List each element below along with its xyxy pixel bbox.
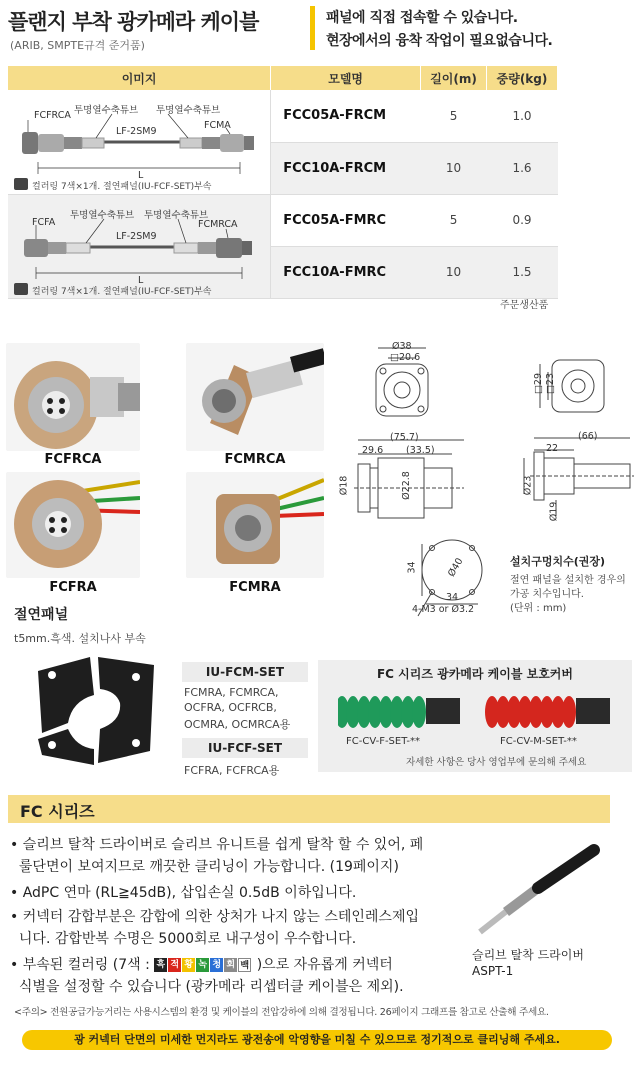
driver-tool-image bbox=[468, 840, 608, 944]
bullet-line: 니다. 감합반복 수명은 5000회로 내구성이 우수합니다. bbox=[10, 931, 357, 947]
bullet-ring-line bbox=[10, 954, 450, 976]
tagline-2: 현장에서의 융착 작업이 필요없습니다. bbox=[326, 33, 553, 49]
connector-caption: FCMRCA bbox=[224, 452, 286, 467]
cover-left-label: FC-CV-F-SET-** bbox=[346, 736, 421, 747]
header-length: 길이(m) bbox=[421, 66, 487, 90]
label-tube-1: 투명열수축튜브 bbox=[70, 209, 135, 221]
color-ring-swatches bbox=[154, 957, 252, 973]
mounting-line: 절연 패널을 설치한 경우의 bbox=[510, 575, 626, 586]
dim-sq29: □29 bbox=[533, 372, 545, 395]
label-tube-2: 투명열수축튜브 bbox=[156, 105, 221, 116]
header-image: 이미지 bbox=[8, 66, 271, 90]
model-cell: FCC05A-FMRC bbox=[271, 194, 421, 246]
cover-cap bbox=[426, 698, 460, 724]
connector-caption: FCMRA bbox=[229, 580, 281, 595]
dim-d18: Ø18 bbox=[338, 475, 350, 496]
connector-photo-fcmra bbox=[186, 472, 324, 578]
ring-icon bbox=[14, 283, 28, 295]
order-note: 주문생산품 bbox=[500, 300, 549, 311]
bullet-line: 룰단면이 보여지므로 깨끗한 클리닝이 가능합니다. (19페이지) bbox=[10, 859, 399, 875]
mounting-line: (단위 : mm) bbox=[510, 603, 567, 614]
connector-caption: FCFRCA bbox=[44, 452, 102, 467]
dim-sq23: □23 bbox=[545, 372, 557, 395]
dimension-drawing bbox=[334, 340, 636, 630]
dim-len757: (75.7) bbox=[390, 432, 419, 443]
dim-d38: Ø38 bbox=[392, 341, 412, 352]
label-right-connector: FCMRCA bbox=[198, 218, 238, 230]
spec-table bbox=[8, 66, 558, 299]
header-model: 모델명 bbox=[271, 66, 421, 90]
bullet-ring-prefix: • 부속된 컬러링 (7색 : bbox=[10, 957, 150, 973]
set1-name: IU-FCM-SET bbox=[182, 662, 308, 682]
dim-holes: 4-M3 or Ø3.2 bbox=[412, 604, 475, 615]
dim-d228: Ø22.8 bbox=[400, 471, 412, 500]
color-swatch: 백 bbox=[238, 958, 251, 972]
cover-note: 자세한 사항은 당사 영업부에 문의해 주세요 bbox=[406, 757, 587, 768]
dim-l335: (33.5) bbox=[406, 445, 435, 456]
dim-d40: Ø40 bbox=[446, 556, 466, 579]
dim-l296: 29.6 bbox=[362, 445, 384, 456]
cover-cap bbox=[576, 698, 610, 724]
dim-w34: 34 bbox=[446, 592, 459, 603]
accent-bar bbox=[310, 6, 315, 50]
insulation-panel-image bbox=[32, 655, 160, 767]
mounting-line: 가공 치수입니다. bbox=[510, 589, 584, 600]
label-left-connector: FCFRCA bbox=[34, 110, 71, 121]
color-swatch: 녹 bbox=[196, 958, 209, 972]
model-cell: FCC10A-FRCM bbox=[271, 142, 421, 194]
dim-l22: 22 bbox=[546, 443, 559, 454]
diagram-note: 컬러링 7색×1개. 절연패널(IU-FCF-SET)부속 bbox=[32, 286, 212, 297]
model-cell: FCC05A-FRCM bbox=[271, 90, 421, 142]
series-banner bbox=[8, 795, 610, 823]
header-weight: 중량(kg) bbox=[487, 66, 558, 90]
weight-cell: 0.9 bbox=[487, 194, 558, 246]
caution-note: <주의> 전원공급가능거리는 사용시스템의 환경 및 케이블의 전압강하에 의해 결정됩니다. 26페이지 그래프를 참고로 산출해 주세요. bbox=[14, 1007, 549, 1018]
bullet-line: 식별을 설정할 수 있습니다 (광카메라 리셉터클 케이블은 제외). bbox=[10, 979, 404, 995]
diagram-note: 컬러링 7색×1개. 절연패널(IU-FCF-SET)부속 bbox=[32, 182, 212, 192]
series-title: FC 시리즈 bbox=[20, 802, 95, 821]
label-tube-1: 투명열수축튜브 bbox=[74, 105, 139, 116]
cable-diagram-2 bbox=[8, 194, 271, 298]
panel-title: 절연패널 bbox=[14, 607, 69, 623]
bullet-line: • 커넥터 감합부분은 감합에 의한 상처가 나지 않는 스테인레스제입 bbox=[10, 909, 420, 925]
length-cell: 10 bbox=[421, 142, 487, 194]
label-cable: LF-2SM9 bbox=[116, 126, 157, 137]
label-length: L bbox=[138, 170, 144, 181]
weight-cell: 1.5 bbox=[487, 246, 558, 298]
tool-model: ASPT-1 bbox=[472, 964, 514, 978]
color-swatch: 회 bbox=[224, 958, 237, 972]
model-cell: FCC10A-FMRC bbox=[271, 246, 421, 298]
set2-line: FCFRA, FCFRCA용 bbox=[184, 764, 280, 777]
page-title: 플랜지 부착 광카메라 케이블 bbox=[8, 10, 259, 34]
length-cell: 10 bbox=[421, 246, 487, 298]
tool-name: 슬리브 탈착 드라이버 bbox=[472, 948, 584, 962]
connector-caption: FCFRA bbox=[49, 580, 97, 595]
mounting-title: 설치구멍치수(권장) bbox=[510, 555, 606, 568]
dim-h34: 34 bbox=[406, 561, 418, 574]
dim-sq206: □20.6 bbox=[390, 352, 421, 363]
cable-diagram-1 bbox=[8, 90, 271, 194]
cover-image bbox=[338, 684, 628, 736]
panel-desc: t5mm.흑색. 설치나사 부속 bbox=[14, 632, 146, 645]
connector-photo-fcfrca bbox=[6, 343, 140, 451]
cover-ridge bbox=[562, 696, 576, 728]
connector-photo-fcfra bbox=[6, 472, 140, 578]
ring-icon bbox=[14, 178, 28, 190]
color-swatch: 황 bbox=[182, 958, 195, 972]
color-swatch: 흑 bbox=[154, 958, 167, 972]
label-cable: LF-2SM9 bbox=[116, 230, 157, 242]
cleaning-warning: 광 커넥터 단면의 미세한 먼지라도 광전송에 악영향을 미칠 수 있으므로 정기적으로 클리닝해 주세요. bbox=[22, 1030, 612, 1050]
cover-right-label: FC-CV-M-SET-** bbox=[500, 736, 577, 747]
length-cell: 5 bbox=[421, 194, 487, 246]
weight-cell: 1.6 bbox=[487, 142, 558, 194]
cover-ridge bbox=[412, 696, 426, 728]
set2-name: IU-FCF-SET bbox=[182, 738, 308, 758]
dim-d19: Ø19 bbox=[548, 501, 560, 522]
page-subtitle: (ARIB, SMPTE규격 준거품) bbox=[10, 39, 145, 52]
color-swatch: 청 bbox=[210, 958, 223, 972]
dim-len66: (66) bbox=[578, 431, 598, 442]
label-right-connector: FCMA bbox=[204, 120, 231, 131]
bullet-line: • AdPC 연마 (RL≧45dB), 삽입손실 0.5dB 이하입니다. bbox=[10, 885, 357, 901]
label-length: L bbox=[138, 274, 144, 286]
label-left-connector: FCFA bbox=[32, 216, 56, 228]
tagline-1: 패널에 직접 접속할 수 있습니다. bbox=[326, 10, 518, 26]
color-swatch: 적 bbox=[168, 958, 181, 972]
connector-photo-fcmrca bbox=[186, 343, 324, 451]
set1-line: FCMRA, FCMRCA, bbox=[184, 686, 279, 699]
cover-title: FC 시리즈 광카메라 케이블 보호커버 bbox=[376, 667, 573, 681]
label-tube-2: 투명열수축튜브 bbox=[144, 209, 209, 221]
set1-line: OCFRA, OCFRCB, bbox=[184, 701, 277, 714]
length-cell: 5 bbox=[421, 90, 487, 142]
weight-cell: 1.0 bbox=[487, 90, 558, 142]
bullet-ring-suffix: )으로 자유롭게 커넥터 bbox=[256, 957, 393, 973]
set1-line: OCMRA, OCMRCA용 bbox=[184, 718, 291, 731]
bullet-line: • 슬리브 탈착 드라이버로 슬리브 유니트를 쉽게 탈착 할 수 있어, 페 bbox=[10, 837, 424, 853]
dim-d23: Ø23 bbox=[522, 475, 534, 496]
